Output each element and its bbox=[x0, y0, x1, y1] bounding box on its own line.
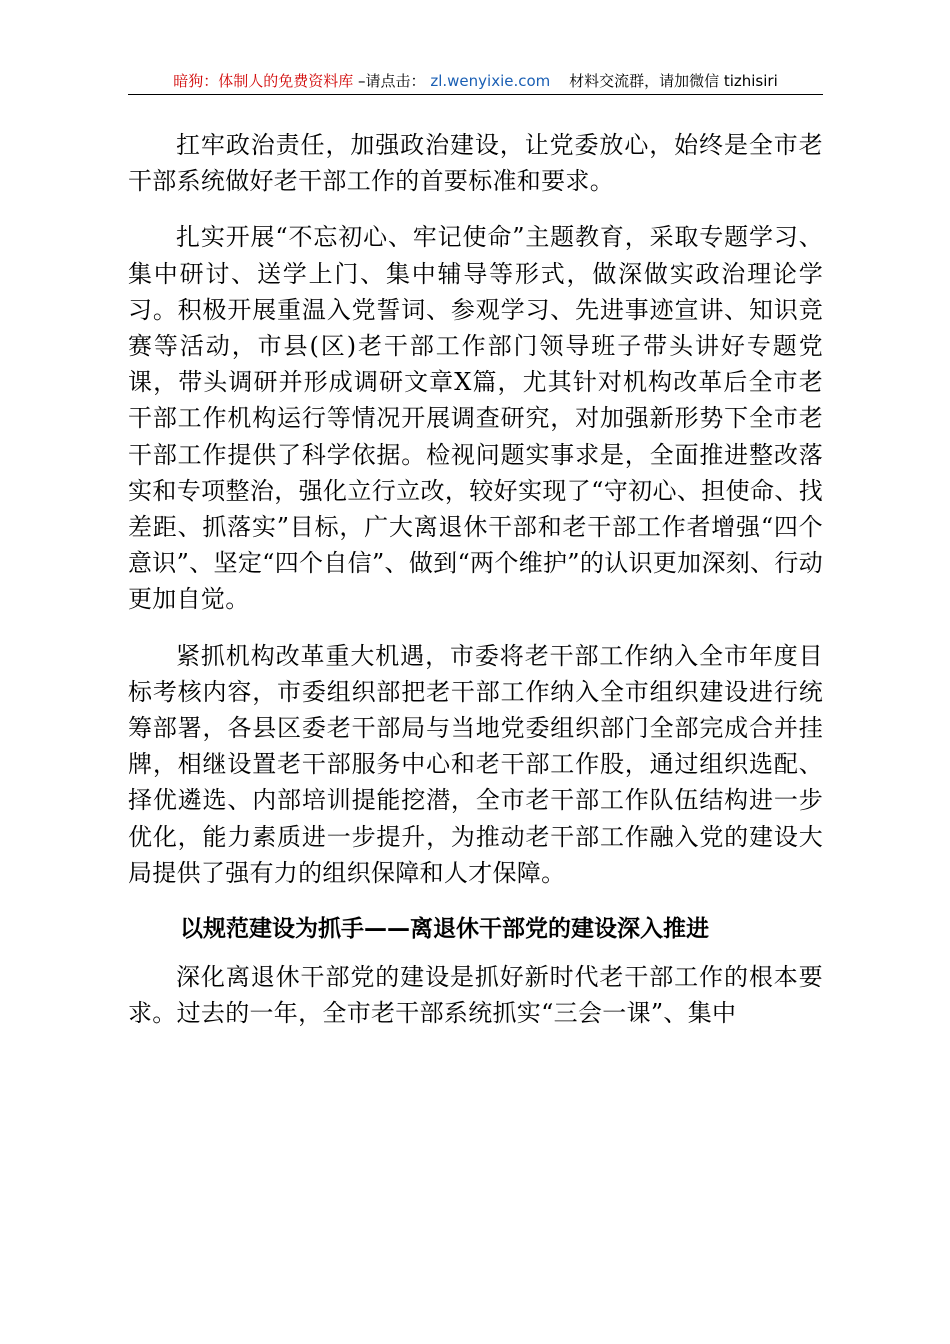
paragraph-theme-education: 扎实开展“不忘初心、牢记使命”主题教育，采取专题学习、集中研讨、送学上门、集中辅导等形式，做深做实政治理论学习。积极开展重温入党誓词、参观学习、先进事迹宣讲、知识竞赛等活动，市县(区)老干部工作部门领导班子带头讲好专题党课，带头调研并形成调研文章X篇，尤其针对机构改革后全市老干部工作机构运行等情况开展调查研究，对加强新形势下全市老干部工作提供了科学依据。检视问题实事求是，全面推进整改落实和专项整治，强化立行立改，较好实现了“守初心、担使命、找差距、抓落实”目标，广大离退休干部和老干部工作者增强“四个意识”、坚定“四个自信”、做到“两个维护”的认识更加深刻、行动更加自觉。 bbox=[128, 223, 823, 614]
header-click-prefix: –请点击： bbox=[358, 72, 426, 90]
header-group-text: 材料交流群，请加微信 tizhisiri bbox=[569, 72, 778, 90]
paragraph-institutional-reform: 紧抓机构改革重大机遇，市委将老干部工作纳入全市年度目标考核内容，市委组织部把老干部工作纳入全市组织建设进行统筹部署，各县区委老干部局与当地党委组织部门全部完成合并挂牌，相继设置老干部服务中心和老干部工作股，通过组织选配、择优遴选、内部培训提能挖潜，全市老干部工作队伍结构进一步优化，能力素质进一步提升，为推动老干部工作融入党的建设大局提供了强有力的组织保障和人才保障。 bbox=[128, 641, 823, 887]
section-heading: 以规范建设为抓手——离退休干部党的建设深入推进 bbox=[180, 916, 709, 943]
header-brand: 暗狗：体制人的免费资料库 bbox=[173, 72, 354, 90]
paragraph-party-building: 深化离退休干部党的建设是抓好新时代老干部工作的根本要求。过去的一年，全市老干部系统抓实“三会一课”、集中 bbox=[128, 963, 823, 1028]
document-body bbox=[128, 127, 823, 1051]
paragraph-political-responsibility: 扛牢政治责任，加强政治建设，让党委放心，始终是全市老干部系统做好老干部工作的首要标准和要求。 bbox=[128, 131, 823, 196]
page-header bbox=[128, 68, 823, 95]
header-url-link[interactable]: zl.wenyixie.com bbox=[430, 72, 551, 90]
